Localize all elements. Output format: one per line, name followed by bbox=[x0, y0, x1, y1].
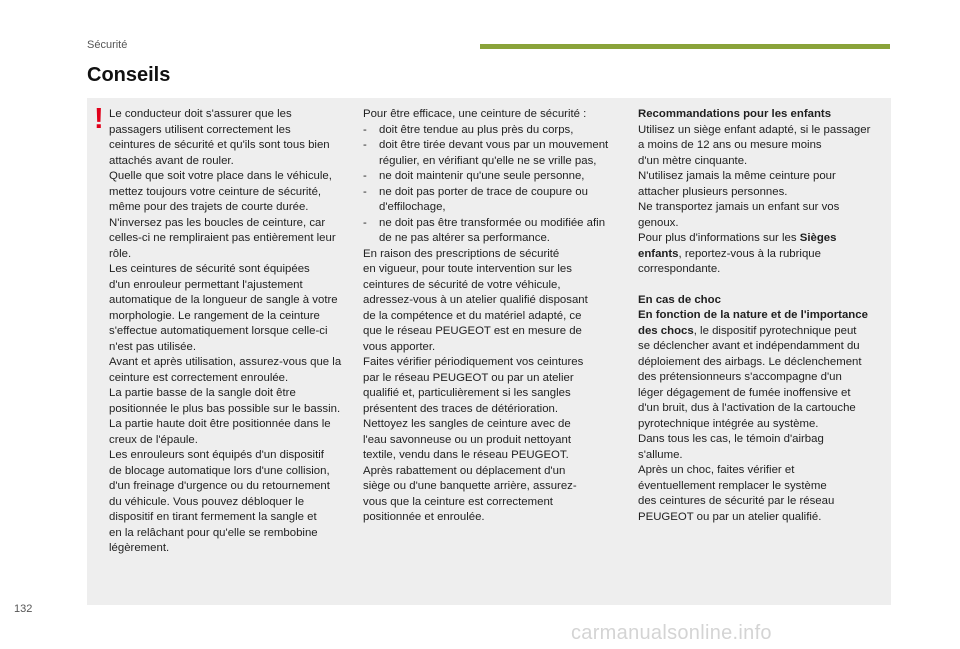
dash-mark: - bbox=[363, 139, 367, 151]
dash-mark: - bbox=[363, 185, 367, 198]
crash-heading: En cas de choc bbox=[638, 293, 721, 306]
text-line: de blocage automatique lors d'une collision, bbox=[109, 464, 330, 477]
efficacite-bullet-list bbox=[363, 123, 613, 247]
text-line: même pour des trajets de courte durée. bbox=[109, 201, 309, 213]
efficacite-intro: Pour être efficace, une ceinture de sécurité : bbox=[363, 108, 587, 120]
text-line: morphologie. Le rangement de la ceinture bbox=[109, 309, 320, 322]
text-line: légèrement. bbox=[109, 542, 170, 554]
text-line: par le réseau PEUGEOT ou par un atelier bbox=[363, 371, 574, 384]
text-line: déploiement des airbags. Le déclenchement bbox=[638, 355, 862, 368]
text-line: Faites vérifier périodiquement vos ceintures bbox=[363, 356, 584, 368]
bullet-text: ne doit maintenir qu'une seule personne, bbox=[379, 170, 585, 182]
text-line: de la compétence et du matériel adapté, ce bbox=[363, 309, 582, 322]
text-line: Dans tous les cas, le témoin d'airbag bbox=[638, 433, 824, 445]
text-line: se déclencher avant et indépendamment du bbox=[638, 340, 860, 352]
section-accent-bar bbox=[480, 44, 890, 49]
text-line: des prétensionneurs s'accompagne d'un bbox=[638, 371, 842, 383]
text-line: attacher plusieurs personnes. bbox=[638, 185, 788, 198]
text-line: d'un mètre cinquante. bbox=[638, 154, 748, 167]
text-line: positionnée et enroulée. bbox=[363, 511, 485, 523]
text-line: Les ceintures de sécurité sont équipées bbox=[109, 263, 310, 275]
text-line: des ceintures de sécurité par le réseau bbox=[638, 495, 835, 507]
text-line: genoux. bbox=[638, 216, 679, 229]
text-line: Après rabattement ou déplacement d'un bbox=[363, 464, 566, 477]
text-line: Avant et après utilisation, assurez-vous que la bbox=[109, 356, 342, 368]
text-line: ceintures de sécurité et qu'ils sont tous bien bbox=[109, 139, 330, 151]
text-line: éventuellement remplacer le système bbox=[638, 479, 827, 492]
crash-first-line: des chocs, le dispositif pyrotechnique peut bbox=[638, 324, 857, 337]
bullet-item bbox=[363, 169, 613, 185]
bullet-item bbox=[363, 185, 613, 216]
text-line: siège ou d'une banquette arrière, assurez- bbox=[363, 480, 577, 492]
text-line: N'inversez pas les boucles de ceinture, car bbox=[109, 216, 326, 229]
text-line: ceintures de sécurité de votre véhicule, bbox=[363, 278, 561, 291]
text-line: Utilisez un siège enfant adapté, si le passager bbox=[638, 123, 871, 136]
column-conducteur bbox=[109, 107, 355, 557]
text-line: attachés avant de rouler. bbox=[109, 154, 234, 167]
crash-text bbox=[638, 339, 888, 525]
page-number: 132 bbox=[14, 603, 33, 615]
text-line: en la relâchant pour qu'elle se rembobine bbox=[109, 526, 318, 539]
text-line: pyrotechnique intégrée au système. bbox=[638, 417, 819, 430]
dash-mark: - bbox=[363, 216, 367, 229]
text-line: La partie basse de la sangle doit être bbox=[109, 387, 296, 399]
entretien-text bbox=[363, 247, 613, 526]
text-line: positionnée le plus bas possible sur le bassin. bbox=[109, 402, 341, 415]
bullet-text: ne doit pas être transformée ou modifiée afin de ne pas altérer sa performance. bbox=[379, 216, 606, 244]
text-line: s'effectue automatiquement lorsque celle-ci bbox=[109, 325, 328, 337]
bullet-text: doit être tendue au plus près du corps, bbox=[379, 123, 574, 136]
text-line: En raison des prescriptions de sécurité bbox=[363, 247, 560, 260]
column-efficacite bbox=[363, 107, 613, 526]
bullet-text: doit être tirée devant vous par un mouvement régulier, en vérifiant qu'elle ne se vrille pas, bbox=[379, 139, 609, 167]
bullet-item bbox=[363, 138, 613, 169]
spacer bbox=[638, 278, 888, 293]
warning-icon: ! bbox=[94, 103, 104, 135]
text-line: Après un choc, faites vérifier et bbox=[638, 464, 795, 476]
text-line: creux de l'épaule. bbox=[109, 433, 198, 446]
text-line: ceinture est correctement enroulée. bbox=[109, 371, 289, 384]
text-line: vous apporter. bbox=[363, 340, 436, 353]
dash-mark: - bbox=[363, 123, 367, 136]
column-recommandations bbox=[638, 107, 888, 525]
text-line: La partie haute doit être positionnée dans le bbox=[109, 418, 331, 430]
text-line: qualifié et, particulièrement si les sangles bbox=[363, 387, 571, 399]
text-line: s'allume. bbox=[638, 448, 683, 461]
text-line: d'un freinage d'urgence ou du retournement bbox=[109, 480, 330, 492]
text-line: d'un bruit, dus à l'activation de la cartouche bbox=[638, 402, 856, 414]
page-title: Conseils bbox=[87, 64, 171, 86]
bullet-item bbox=[363, 216, 613, 247]
watermark: carmanualsonline.info bbox=[571, 622, 772, 644]
text-line: a moins de 12 ans ou mesure moins bbox=[638, 139, 822, 151]
section-label: Sécurité bbox=[87, 39, 128, 51]
text-line: Nettoyez les sangles de ceinture avec de bbox=[363, 418, 571, 430]
bullet-text: ne doit pas porter de trace de coupure ou d'effilochage, bbox=[379, 185, 588, 213]
text-line: léger dégagement de fumée inoffensive et bbox=[638, 386, 851, 399]
text-line: automatique de la longueur de sangle à votre bbox=[109, 294, 338, 306]
text-line: l'eau savonneuse ou un produit nettoyant bbox=[363, 433, 571, 446]
text-line: vous que la ceinture est correctement bbox=[363, 495, 553, 508]
text-line: adressez-vous à un atelier qualifié disposant bbox=[363, 294, 588, 306]
text-line: en vigueur, pour toute intervention sur les bbox=[363, 263, 572, 275]
text-line: celles-ci ne rempliraient pas entièrement leur bbox=[109, 232, 336, 244]
text-line: du véhicule. Vous pouvez débloquer le bbox=[109, 495, 305, 508]
children-text bbox=[638, 123, 888, 232]
text-line: dispositif en tirant fermement la sangle et bbox=[109, 511, 317, 523]
children-info: Pour plus d'informations sur les Sièges enfants, reportez-vous à la rubrique correspondante. bbox=[638, 232, 837, 275]
text-line: rôle. bbox=[109, 247, 132, 260]
text-line: que le réseau PEUGEOT est en mesure de bbox=[363, 325, 582, 337]
children-heading: Recommandations pour les enfants bbox=[638, 108, 832, 120]
text-line: Ne transportez jamais un enfant sur vos bbox=[638, 201, 840, 213]
dash-mark: - bbox=[363, 170, 367, 182]
text-line: Les enrouleurs sont équipés d'un dispositif bbox=[109, 449, 324, 461]
text-line: Le conducteur doit s'assurer que les bbox=[109, 108, 292, 120]
text-line: présentent des traces de détérioration. bbox=[363, 402, 559, 415]
text-line: Quelle que soit votre place dans le véhicule, bbox=[109, 170, 332, 182]
bullet-item bbox=[363, 123, 613, 139]
crash-bold-line: En fonction de la nature et de l'importance bbox=[638, 309, 868, 321]
column-conducteur-text bbox=[109, 107, 355, 557]
text-line: mettez toujours votre ceinture de sécurité, bbox=[109, 185, 322, 198]
text-line: textile, vendu dans le réseau PEUGEOT. bbox=[363, 449, 569, 461]
text-line: PEUGEOT ou par un atelier qualifié. bbox=[638, 510, 822, 523]
text-line: n'est pas utilisée. bbox=[109, 340, 197, 353]
text-line: d'un enrouleur permettant l'ajustement bbox=[109, 278, 303, 291]
text-line: N'utilisez jamais la même ceinture pour bbox=[638, 170, 836, 182]
text-line: passagers utilisent correctement les bbox=[109, 123, 291, 136]
